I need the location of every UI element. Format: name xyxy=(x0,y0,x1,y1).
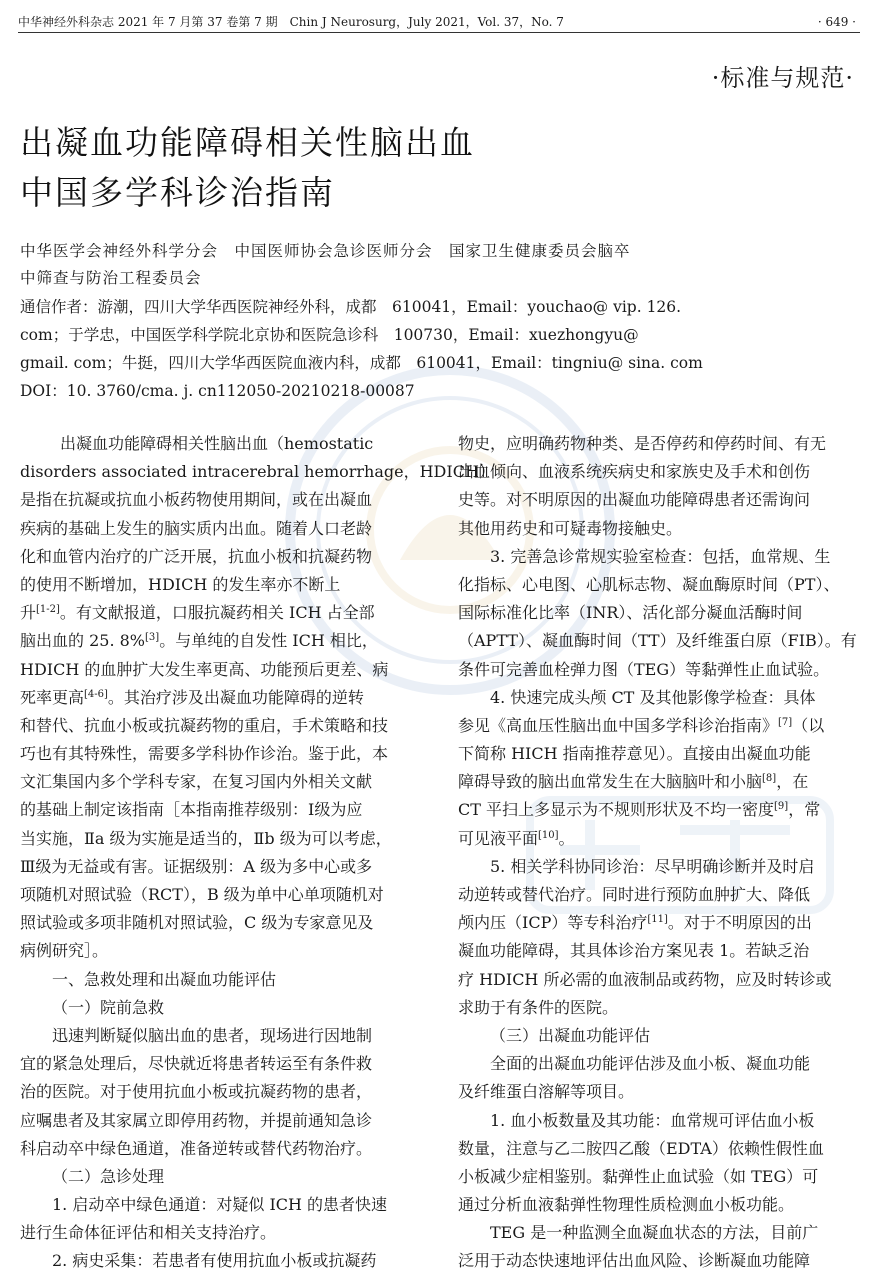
text-line: 4. 快速完成头颅 CT 及其他影像学检查：具体 xyxy=(490,687,816,707)
text-span: 脑出血的 25. 8% xyxy=(20,631,146,651)
text-line: 的使用不断增加，HDICH 的发生率亦不断上 xyxy=(20,574,341,594)
text-line: 疾病的基础上发生的脑实质内出血。随着人口老龄 xyxy=(20,518,373,538)
text-line: 出凝血功能障碍相关性脑出血（hemostatic xyxy=(60,434,374,453)
subsection-heading: （二）急诊处理 xyxy=(52,1166,165,1186)
text-line: 物史，应明确药物种类、是否停药和停药时间、有无 xyxy=(458,434,827,453)
text-line xyxy=(20,599,420,627)
text-span: 。其治疗涉及出凝血功能障碍的逆转 xyxy=(107,687,364,707)
text-span: 升 xyxy=(20,603,37,623)
text-line: 下简称 HICH 指南推荐意见）。直接由出凝血功能 xyxy=(458,744,811,764)
text-span: 可见液平面 xyxy=(458,828,539,848)
citation: [8] xyxy=(762,773,777,785)
title-line-2: 中国多学科诊治指南 xyxy=(20,173,335,212)
text-line xyxy=(458,768,858,796)
text-span: 死率更高 xyxy=(20,687,85,707)
text-line xyxy=(458,712,858,740)
text-line: 化和血管内治疗的广泛开展，抗血小板和抗凝药物 xyxy=(20,546,373,566)
text-span: ，在 xyxy=(776,772,809,792)
text-span: 。与单纯的自发性 ICH 相比， xyxy=(159,631,378,651)
text-span: 。对于不明原因的出 xyxy=(667,913,812,933)
subsection-heading: （三）出凝血功能评估 xyxy=(490,1025,651,1045)
text-line: 国际标准化比率（INR）、活化部分凝血活酶时间 xyxy=(458,603,803,623)
citation: [3] xyxy=(145,632,160,644)
text-line: 通过分析血液黏弹性物理性质检测血小板功能。 xyxy=(458,1195,795,1215)
text-line: 及纤维蛋白溶解等项目。 xyxy=(458,1082,635,1102)
citation: [11] xyxy=(647,914,668,926)
text-line: 2. 病史采集：若患者有使用抗血小板或抗凝药 xyxy=(52,1251,377,1271)
text-line: 5. 相关学科协同诊治：尽早明确诊断并及时启 xyxy=(490,856,815,876)
text-line: 科启动卒中绿色通道，准备逆转或替代药物治疗。 xyxy=(20,1138,373,1158)
text-line: 照试验或多项非随机对照试验，C 级为专家意见及 xyxy=(20,913,374,933)
text-line xyxy=(458,825,858,853)
body-column-right xyxy=(458,430,858,1276)
text-line: 的基础上制定该指南［本指南推荐级别：Ⅰ级为应 xyxy=(20,800,363,820)
text-line: 条件可完善血栓弹力图（TEG）等黏弹性止血试验。 xyxy=(458,659,830,679)
text-span: （以 xyxy=(792,715,825,735)
text-line: 全面的出凝血功能评估涉及血小板、凝血功能 xyxy=(490,1054,811,1074)
text-line: 巧也有其特殊性，需要多学科协作诊治。鉴于此，本 xyxy=(20,744,389,764)
page-number: · 649 · xyxy=(817,15,856,29)
text-line: 凝血功能障碍，其具体诊治方案见表 1。若缺乏治 xyxy=(458,941,810,961)
text-line: 出血倾向、血液系统疾病史和家族史及手术和创伤 xyxy=(458,462,811,482)
text-line xyxy=(458,796,858,824)
authors-line-1: 中华医学会神经外科学分会 中国医师协会急诊医师分会 国家卫生健康委员会脑卒 xyxy=(20,242,631,260)
text-line: 1. 血小板数量及其功能：血常规可评估血小板 xyxy=(490,1110,815,1130)
body-column-left xyxy=(20,430,495,1276)
journal-info: 中华神经外科杂志 2021 年 7 月第 37 卷第 7 期 Chin J Neurosurg，July 2021，Vol. 37，No. 7 xyxy=(18,15,564,29)
text-line: 疗 HDICH 所必需的血液制品或药物，应及时转诊或 xyxy=(458,969,832,989)
text-line: 进行生命体征评估和相关支持治疗。 xyxy=(20,1223,277,1243)
text-line: 数量，注意与乙二胺四乙酸（EDTA）依赖性假性血 xyxy=(458,1138,824,1158)
doi: DOI：10. 3760/cma. j. cn112050-20210218-00087 xyxy=(20,382,415,400)
section-heading: 一、急救处理和出凝血功能评估 xyxy=(52,969,277,989)
text-span: 参见《高血压性脑出血中国多学科诊治指南》 xyxy=(458,715,779,735)
authors-line-2: 中筛查与防治工程委员会 xyxy=(20,269,202,287)
subsection-heading: （一）院前急救 xyxy=(52,997,165,1017)
text-line: 项随机对照试验（RCT），B 级为单中心单项随机对 xyxy=(20,885,384,904)
text-line: disorders associated intracerebral hemorrhage，HDICH） xyxy=(20,462,495,482)
text-line xyxy=(20,627,420,655)
text-line: 应嘱患者及其家属立即停用药物，并提前通知急诊 xyxy=(20,1110,373,1130)
text-span: ，常 xyxy=(788,800,821,820)
text-span: 。 xyxy=(558,828,575,848)
corr-line-2: com；于学忠，中国医学科学院北京协和医院急诊科 100730，Email：xuezhongyu@ xyxy=(20,326,639,344)
text-line: 文汇集国内多个学科专家，在复习国内外相关文献 xyxy=(20,772,373,792)
text-line: 和替代、抗血小板或抗凝药物的重启，手术策略和技 xyxy=(20,715,389,735)
citation: [10] xyxy=(538,829,559,841)
text-line: 泛用于动态快速地评估出血风险、诊断凝血功能障 xyxy=(458,1251,811,1271)
text-line: 其他用药史和可疑毒物接触史。 xyxy=(458,518,683,538)
citation: [1-2] xyxy=(36,604,60,616)
text-line: 是指在抗凝或抗血小板药物使用期间，或在出凝血 xyxy=(20,490,373,510)
text-line: 化指标、心电图、心肌标志物、凝血酶原时间（PT）、 xyxy=(458,574,840,594)
authors xyxy=(20,238,720,292)
text-line: TEG 是一种监测全血凝血状态的方法，目前广 xyxy=(490,1223,819,1243)
text-line: 求助于有条件的医院。 xyxy=(458,997,619,1017)
text-line: （APTT）、凝血酶时间（TT）及纤维蛋白原（FIB）。有 xyxy=(458,631,857,651)
text-line: 病例研究］。 xyxy=(20,941,109,961)
text-line: 迅速判断疑似脑出血的患者，现场进行因地制 xyxy=(52,1025,373,1045)
column-tag: ·标准与规范· xyxy=(711,64,854,92)
text-span: 颅内压（ICP）等专科治疗 xyxy=(458,913,648,933)
running-header xyxy=(18,12,860,33)
text-line: 动逆转或替代治疗。同时进行预防血肿扩大、降低 xyxy=(458,885,811,904)
text-span: CT 平扫上多显示为不规则形状及不均一密度 xyxy=(458,800,775,820)
text-line: Ⅲ级为无益或有害。证据级别：A 级为多中心或多 xyxy=(20,856,373,876)
text-line: HDICH 的血肿扩大发生率更高、功能预后更差、病 xyxy=(20,659,389,679)
text-line: 治的医院。对于使用抗血小板或抗凝药物的患者， xyxy=(20,1082,373,1102)
text-span: 。有文献报道，口服抗凝药相关 ICH 占全部 xyxy=(59,603,375,623)
text-line: 宜的紧急处理后，尽快就近将患者转运至有条件救 xyxy=(20,1054,373,1074)
text-line: 3. 完善急诊常规实验室检查：包括，血常规、生 xyxy=(490,546,831,566)
text-span: 障碍导致的脑出血常发生在大脑脑叶和小脑 xyxy=(458,772,763,792)
title-line-1: 出凝血功能障碍相关性脑出血 xyxy=(20,123,475,162)
article-title xyxy=(20,118,780,218)
text-line: 1. 启动卒中绿色通道：对疑似 ICH 的患者快速 xyxy=(52,1195,388,1215)
correspondence xyxy=(20,293,720,405)
citation: [4-6] xyxy=(84,688,108,700)
text-line: 小板减少症相鉴别。黏弹性止血试验（如 TEG）可 xyxy=(458,1166,819,1186)
corr-line-1: 通信作者：游潮，四川大学华西医院神经外科，成都 610041，Email：youchao@ vip. 126. xyxy=(20,298,682,316)
text-line: 当实施，Ⅱa 级为实施是适当的，Ⅱb 级为可以考虑， xyxy=(20,828,392,848)
text-line xyxy=(20,684,420,712)
citation: [7] xyxy=(778,716,793,728)
text-line xyxy=(458,909,858,937)
citation: [9] xyxy=(774,801,789,813)
corr-line-3: gmail. com；牛挺，四川大学华西医院血液内科，成都 610041，Email：tingniu@ sina. com xyxy=(20,354,703,372)
text-line: 史等。对不明原因的出凝血功能障碍患者还需询问 xyxy=(458,490,811,510)
